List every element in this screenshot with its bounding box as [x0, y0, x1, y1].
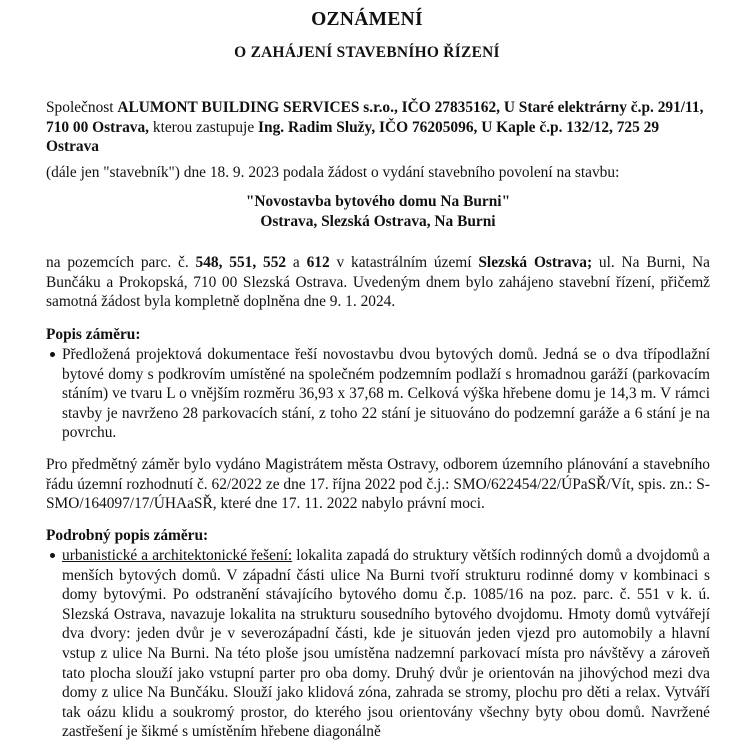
intro-text-2: kterou zastupuje	[149, 118, 259, 136]
land-text-4: ul. Na Burni, Na Bunčáku a Prokopská, 710 00 Slezská Ostrava. Uvedeným dnem bylo zahájeno stavební řízení, přičemž samotná žádost byla kompletně doplněna dne 9. 1. 2024.	[46, 254, 710, 311]
land-text-3: v katastrálním území	[329, 254, 479, 271]
land-text-2: a	[286, 254, 307, 271]
land-text-1: na pozemcích parc. č.	[46, 254, 196, 271]
document-title: OZNÁMENÍ	[311, 9, 423, 30]
decision-paragraph: Pro předmětný záměr bylo vydáno Magistrátem města Ostravy, odborem územního plánování a stavebního řádu územní rozhodnutí č. 62/2022 ze dne 17. října 2022 pod č.j.: SMO/622454/22/ÚPaSŘ/Vít, spis. zn.: S-SMO/164097/17/ÚHAaSŘ, které dne 17. 11. 2022 nabylo právní moci.	[46, 456, 710, 513]
intro-paragraph	[46, 98, 710, 157]
document-subtitle: O ZAHÁJENÍ STAVEBNÍHO ŘÍZENÍ	[234, 44, 500, 61]
land-parcel-612: 612	[306, 254, 330, 271]
representative-name: Ing. Radim Služy, IČO 76205096, U Kaple č.p. 132/12, 725 29 Ostrava	[46, 118, 660, 156]
company-name: ALUMONT BUILDING SERVICES s.r.o., IČO 27835162, U Staré elektrárny č.p. 291/11, 710 00 Ostrava,	[46, 99, 704, 136]
project-name: "Novostavba bytového domu Na Burni"	[245, 193, 511, 210]
intent-heading: Popis záměru:	[46, 326, 141, 343]
land-parcels: 548, 551, 552	[195, 254, 287, 271]
intent-item: Předložená projektová dokumentace řeší novostavbu dvou bytových domů. Jedná se o dva třípodlažní bytové domy s podkrovím umístěné na společném podzemním podlaží s hromadnou garáží (parkovacím stáním) ve tvaru L o vnějším rozměru 36,93 x 37,68 m. Celková výška hřebene domu je 14,3 m. V rámci stavby je navrženo 28 parkovacích stání, z toho 22 stání je situováno do podzemní garáže a 6 stání je na povrchu.	[48, 345, 710, 443]
project-title	[46, 192, 710, 231]
land-paragraph	[46, 253, 710, 312]
intent-list	[48, 345, 710, 443]
detail-item-text: lokalita zapadá do struktury větších rodinných domů a dvojdomů a menších bytových domů. V západní části ulice Na Burni tvoří strukturu rodinné domy v kombinaci s domy bytovými. Po odstranění stávajícího bytového domu č.p. 1085/16 na poz. parc. č. 551 v k. ú. Slezská Ostrava, navazuje lokalita na strukturu sousedního bytového dvojdomu. Hmoty domů vytvářejí dva dvory: jeden dvůr je v severozápadní části, kde je situován jeden vjezd pro automobily a hlavní vstup z ulice Na Burni. Na této ploše jsou umístěna nadzemní parkovací místa pro návštěvy a zároveň tato plocha slouží jako vstupní parter pro oba domy. Druhý dvůr je orientován na jihovýchod mezi dva domy z ulice Na Bunčáku. Slouží jako klidová zóna, zahrada se stromy, plochu pro děti a relax. Vytváří tak oázu klidu a soukromý prostor, do kterého jsou orientovány všechny byty obou domů. Navržené zastřešení je šikmé s umístěním hřebene diagonálně	[62, 547, 710, 741]
project-location: Ostrava, Slezská Ostrava, Na Burni	[260, 212, 496, 230]
cadastral-area: Slezská Ostrava;	[478, 254, 593, 271]
detail-list	[48, 546, 710, 742]
intro-text-1: Společnost	[46, 99, 118, 116]
detail-item	[48, 546, 710, 742]
detail-item-label: urbanistické a architektonické řešení:	[62, 547, 293, 564]
applicant-note: (dále jen "stavebník") dne 18. 9. 2023 podala žádost o vydání stavebního povolení na stavbu:	[46, 164, 620, 181]
detail-heading: Podrobný popis záměru:	[46, 527, 209, 544]
